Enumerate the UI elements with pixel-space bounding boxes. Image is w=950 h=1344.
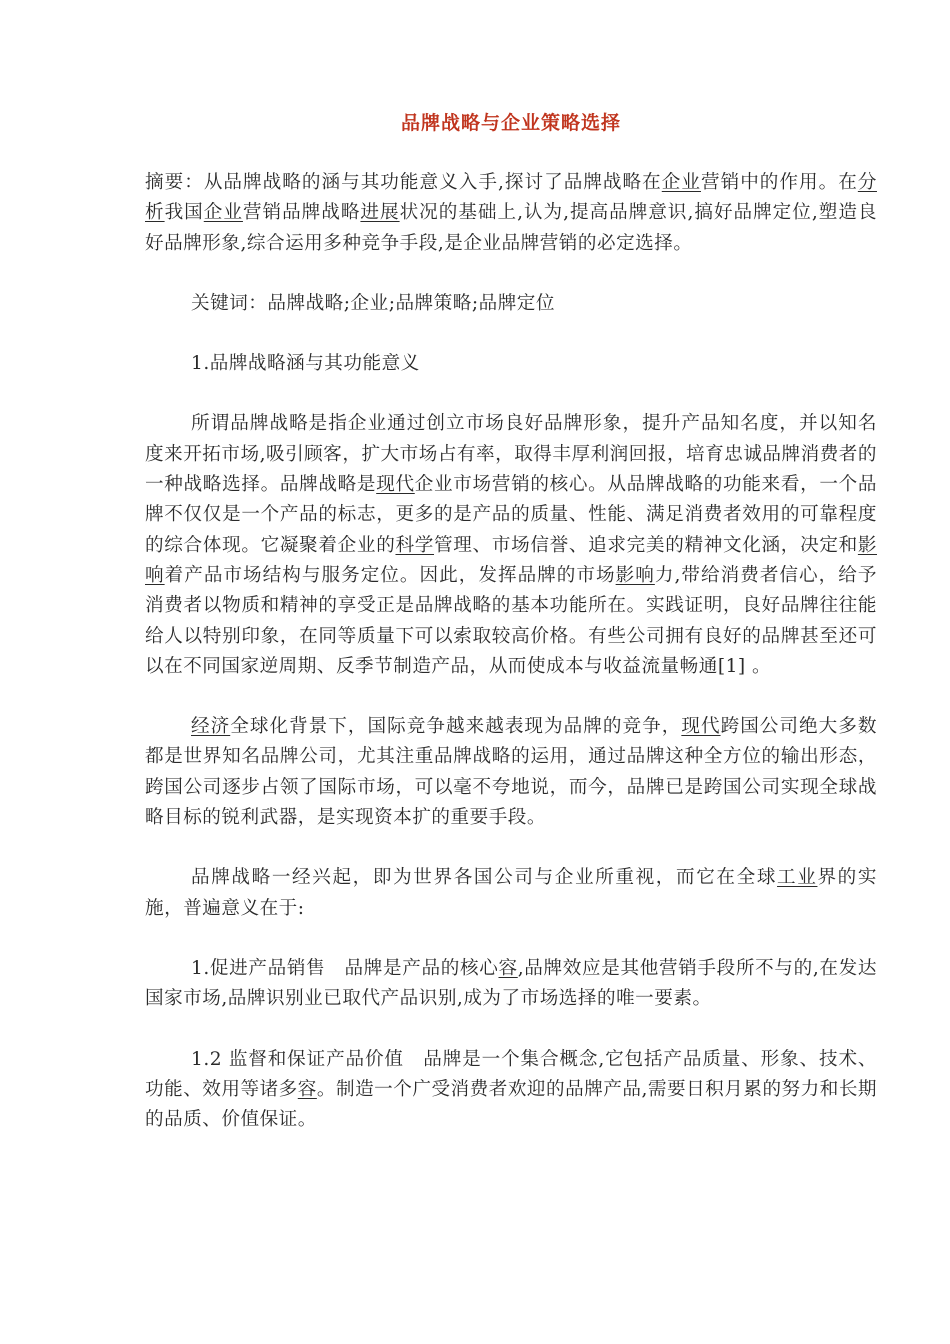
link-modern[interactable]: 现代: [376, 474, 415, 496]
paragraph-text: 界的实施，普遍意义在于:: [145, 867, 877, 919]
paragraph-text: 品牌战略一经兴起，即为世界各国公司与企业所重视，而它在全球: [191, 867, 778, 889]
paragraph-text: 力,带给消费者信心，给予消费者以物质和精神的享受正是品牌战略的基本功能所在。实践证明，良好品牌往往能给人以特别印象，在同等质量下可以索取较高价格。有些公司拥有良好的品牌甚至还可以在不同国家逆周期、反季节制造产品，从而使成本与收益流量畅通[1] 。: [145, 564, 877, 677]
item-text: 1.促进产品销售 品牌是产品的核心: [191, 957, 499, 979]
paragraph-text: 全球化背景下，国际竞争越来越表现为品牌的竞争，: [230, 716, 682, 738]
link-influence[interactable]: 影响: [145, 534, 877, 586]
link-progress[interactable]: 进展: [360, 202, 400, 224]
link-enterprise[interactable]: 企业: [203, 202, 243, 224]
paragraph-text: 管理、市场信誉、追求完美的精神文化涵，决定和: [434, 534, 858, 556]
body-paragraph-3: [145, 863, 877, 924]
item-text: 。制造一个广受消费者欢迎的品牌产品,需要日积月累的努力和长期的品质、价值保证。: [145, 1078, 878, 1131]
link-science[interactable]: 科学: [395, 534, 435, 556]
abstract-text: 状况的基础上,认为,提高品牌意识,搞好品牌定位,塑造良好品牌形象,综合运用多种竞争手段,是企业品牌营销的必定选择。: [145, 202, 877, 254]
link-economy[interactable]: 经济: [191, 716, 231, 738]
list-item-1: [145, 954, 877, 1015]
abstract-text: 营销中的作用。在: [700, 172, 858, 193]
paragraph-text: 企业市场营销的核心。从品牌战略的功能来看，一个品牌不仅仅是一个产品的标志，更多的是产品的质量、性能、满足消费者效用的可靠程度的综合体现。它凝聚着企业的: [145, 474, 877, 556]
paragraph-text: 跨国公司绝大多数都是世界知名品牌公司，尤其注重品牌战略的运用，通过品牌这种全方位的输出形态，跨国公司逐步占领了国际市场，可以毫不夸地说，而今，品牌已是跨国公司实现全球战略目标的锐利武器，是实现资本扩的重要手段。: [145, 716, 877, 829]
abstract-text: 摘要：从品牌战略的涵与其功能意义入手,探讨了品牌战略在: [145, 172, 662, 193]
body-paragraph-2: [145, 712, 877, 833]
link-influence[interactable]: 影响: [615, 564, 655, 586]
paragraph-text: 着产品市场结构与服务定位。因此，发挥品牌的市场: [164, 564, 616, 586]
page-title: 品牌战略与企业策略选择: [400, 112, 621, 134]
item-text: ,品牌效应是其他营销手段所不与的,在发达国家市场,品牌识别业已取代产品识别,成为了市场选择的唯一要素。: [145, 957, 877, 1010]
item-text: 1.2 监督和保证产品价值 品牌是一个集合概念,它包括产品质量、形象、技术、功能、效用等诸多: [145, 1048, 877, 1100]
document-page: [145, 100, 877, 1135]
link-enterprise[interactable]: 企业: [661, 172, 701, 193]
abstract-paragraph: [145, 168, 877, 259]
body-paragraph-1: [145, 409, 877, 682]
keywords-line: 关键词：品牌战略;企业;品牌策略;品牌定位: [191, 292, 555, 314]
link-modern[interactable]: 现代: [681, 716, 721, 738]
abstract-text: 我国: [164, 202, 204, 224]
link-content[interactable]: 容: [297, 1078, 317, 1100]
list-item-2: [145, 1045, 877, 1136]
link-content[interactable]: 容: [498, 957, 518, 979]
paragraph-text: 所谓品牌战略是指企业通过创立市场良好品牌形象，提升产品知名度，并以知名度来开拓市场,吸引顾客，扩大市场占有率，取得丰厚利润回报，培育忠诚品牌消费者的一种战略选择。品牌战略是: [145, 413, 877, 496]
link-analysis[interactable]: 分析: [145, 172, 877, 224]
abstract-text: 营销品牌战略: [242, 202, 361, 224]
section-heading: 1.品牌战略涵与其功能意义: [191, 353, 420, 375]
link-industry[interactable]: 工业: [777, 867, 818, 889]
